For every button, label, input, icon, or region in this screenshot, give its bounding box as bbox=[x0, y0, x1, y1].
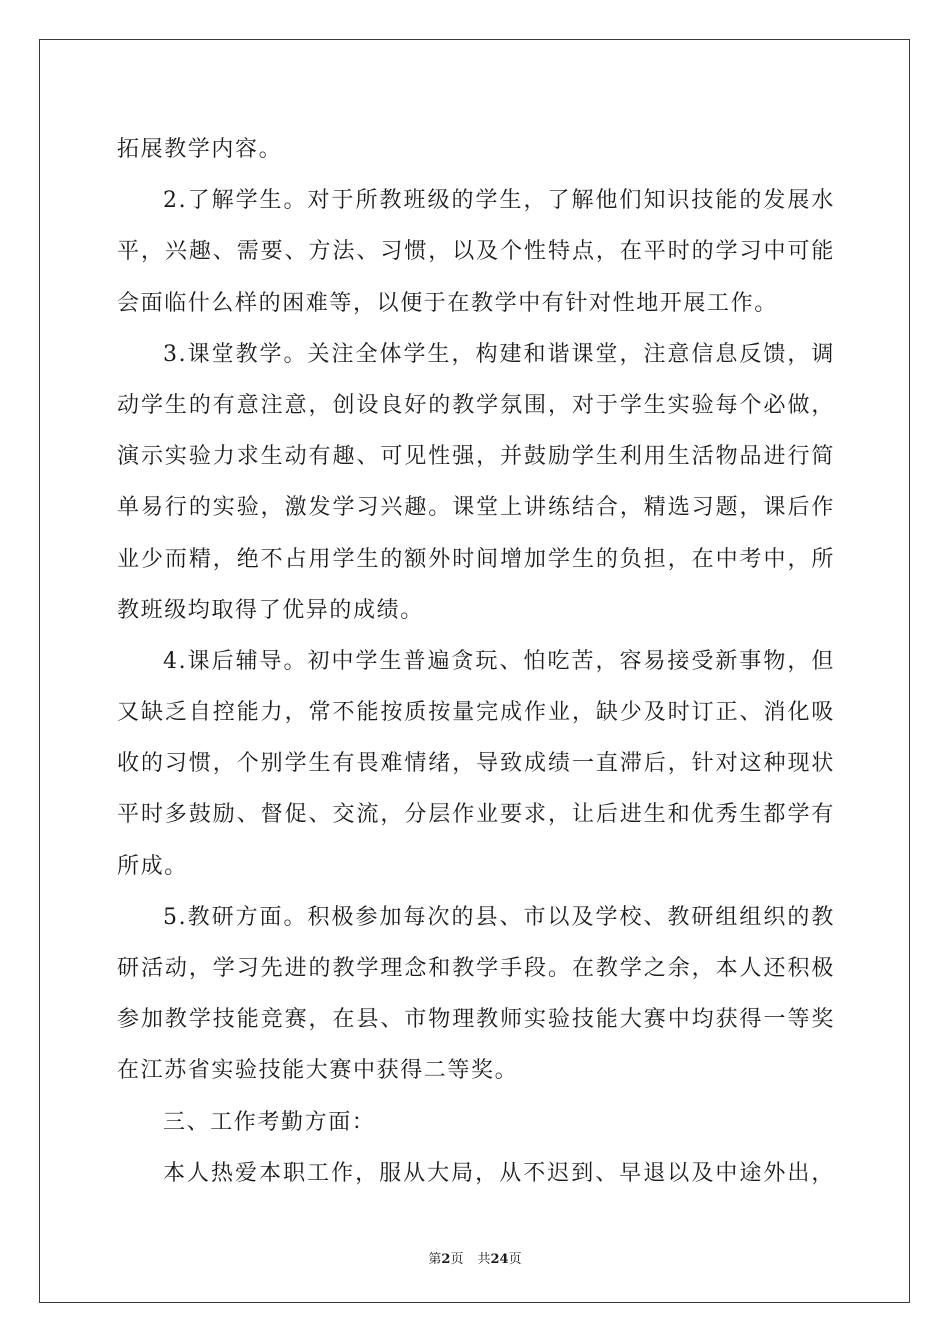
total-suffix: 页 bbox=[508, 1252, 522, 1267]
text-line: 动学生的有意注意，创设良好的教学氛围，对于学生实验每个必做， bbox=[117, 392, 835, 418]
text-line: 平时多鼓励、督促、交流，分层作业要求，让后进生和优秀生都学有 bbox=[117, 802, 835, 828]
text-line: 演示实验力求生动有趣、可见性强，并鼓励学生利用生活物品进行简 bbox=[117, 444, 835, 470]
text-line: 在江苏省实验技能大赛中获得二等奖。 bbox=[117, 1058, 519, 1084]
page-suffix: 页 bbox=[450, 1252, 464, 1267]
text-line: 教班级均取得了优异的成绩。 bbox=[117, 597, 424, 623]
section-heading: 三、工作考勤方面： bbox=[163, 1109, 376, 1135]
text-line: 收的习惯，个别学生有畏难情绪，导致成绩一直滞后，针对这种现状 bbox=[117, 751, 835, 777]
text-line: 又缺乏自控能力，常不能按质按量完成作业，缺少及时订正、消化吸 bbox=[117, 700, 835, 726]
text-line: 2.了解学生。对于所教班级的学生，了解他们知识技能的发展水 bbox=[163, 188, 835, 214]
page-number: 2 bbox=[441, 1252, 451, 1267]
text-line: 所成。 bbox=[117, 853, 188, 879]
document-body bbox=[117, 124, 835, 1199]
text-line: 参加教学技能竞赛，在县、市物理教师实验技能大赛中均获得一等奖 bbox=[117, 1007, 835, 1033]
total-pages: 24 bbox=[490, 1252, 509, 1267]
text-line: 业少而精，绝不占用学生的额外时间增加学生的负担，在中考中，所 bbox=[117, 546, 835, 572]
text-line: 单易行的实验，激发学习兴趣。课堂上讲练结合，精选习题，课后作 bbox=[117, 495, 835, 521]
text-line: 会面临什么样的困难等，以便于在教学中有针对性地开展工作。 bbox=[117, 290, 778, 316]
page-footer bbox=[0, 1248, 950, 1267]
text-line: 3.课堂教学。关注全体学生，构建和谐课堂，注意信息反馈，调 bbox=[163, 341, 835, 367]
text-line: 本人热爱本职工作，服从大局，从不迟到、早退以及中途外出， bbox=[163, 1160, 835, 1186]
text-line: 平，兴趣、需要、方法、习惯，以及个性特点，在平时的学习中可能 bbox=[117, 239, 835, 265]
text-line: 5.教研方面。积极参加每次的县、市以及学校、教研组组织的教 bbox=[163, 904, 835, 930]
page-prefix: 第 bbox=[428, 1252, 442, 1267]
total-prefix: 共 bbox=[477, 1252, 491, 1267]
text-line: 研活动，学习先进的教学理念和教学手段。在教学之余，本人还积极 bbox=[117, 956, 835, 981]
text-line: 4.课后辅导。初中学生普遍贪玩、怕吃苦，容易接受新事物，但 bbox=[163, 648, 835, 674]
text-line: 拓展教学内容。 bbox=[117, 137, 283, 162]
